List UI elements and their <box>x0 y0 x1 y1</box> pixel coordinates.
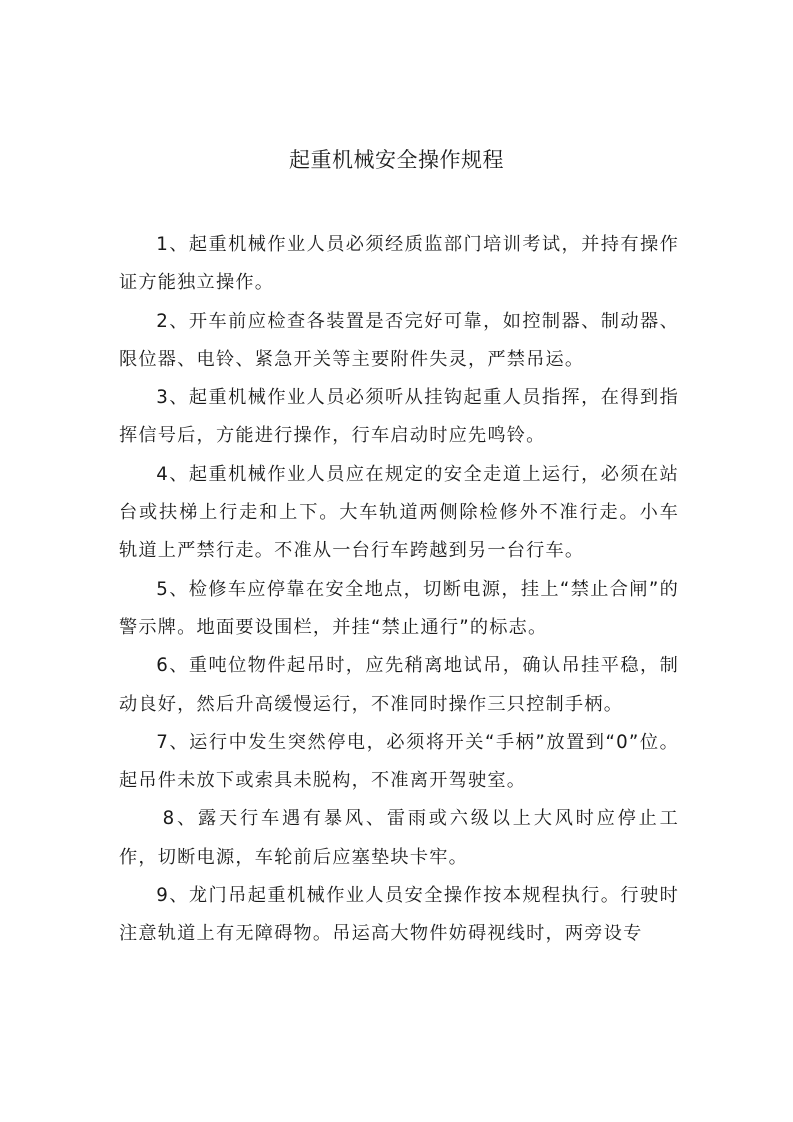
paragraph-8: 8、露天行车遇有暴风、雷雨或六级以上大风时应停止工作，切断电源，车轮前后应塞垫块卡牢。 <box>119 808 679 868</box>
document-body <box>119 226 679 954</box>
paragraph-4: 4、起重机械作业人员应在规定的安全走道上运行，必须在站台或扶梯上行走和上下。大车轨道两侧除检修外不准行走。小车轨道上严禁行走。不准从一台行车跨越到另一台行车。 <box>119 463 679 562</box>
paragraph-6: 6、重吨位物件起吊时，应先稍离地试吊，确认吊挂平稳，制动良好，然后升高缓慢运行，不准同时操作三只控制手柄。 <box>119 655 679 715</box>
paragraph-3: 3、起重机械作业人员必须听从挂钩起重人员指挥，在得到指挥信号后，方能进行操作，行车启动时应先鸣铃。 <box>119 387 679 447</box>
paragraph-1: 1、起重机械作业人员必须经质监部门培训考试，并持有操作证方能独立操作。 <box>119 234 679 294</box>
document-title: 起重机械安全操作规程 <box>289 148 504 172</box>
paragraph-2: 2、开车前应检查各装置是否完好可靠，如控制器、制动器、限位器、电铃、紧急开关等主要附件失灵，严禁吊运。 <box>119 310 679 370</box>
paragraph-9: 9、龙门吊起重机械作业人员安全操作按本规程执行。行驶时注意轨道上有无障碍物。吊运高大物件妨碍视线时，两旁设专 <box>119 885 679 945</box>
paragraph-5: 5、检修车应停靠在安全地点，切断电源，挂上“禁止合闸”的警示牌。地面要设围栏，并挂“禁止通行”的标志。 <box>119 578 679 638</box>
paragraph-7: 7、运行中发生突然停电，必须将开关“手柄”放置到“0”位。起吊件未放下或索具未脱构，不准离开驾驶室。 <box>119 731 679 792</box>
